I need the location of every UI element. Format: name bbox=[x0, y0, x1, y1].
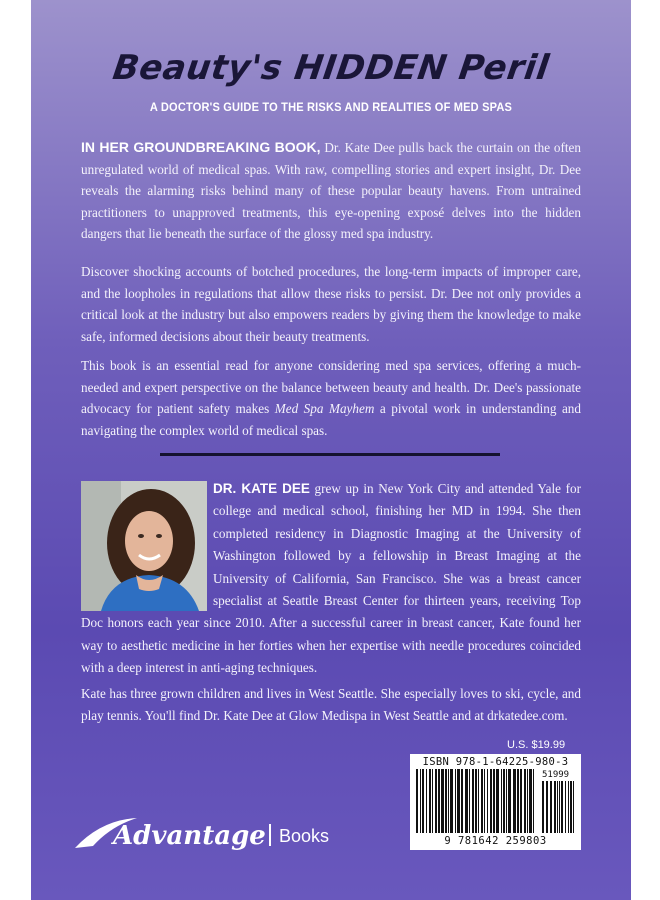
synopsis-paragraph-1 bbox=[81, 137, 581, 245]
section-divider bbox=[160, 453, 500, 456]
price-label: U.S. $19.99 bbox=[507, 739, 566, 751]
book-name-italic: Med Spa Mayhem bbox=[274, 401, 375, 416]
isbn-number: ISBN 978-1-64225-980-3 bbox=[422, 756, 569, 768]
isbn-barcode bbox=[410, 754, 581, 850]
publisher-brand: Advantage bbox=[113, 821, 266, 851]
synopsis-p1-text: Dr. Kate Dee pulls back the curtain on the often unregulated world of medical spas. With raw, compelling stories and expert insight, Dr. Dee reveals the alarming risks behind many of these popular beauty havens. From untrained practitioners to unapproved treatments, this eye-opening exposé delves into the hidden dangers that lie beneath the surface of the glossy med spa industry. bbox=[81, 140, 581, 241]
author-personal-paragraph: Kate has three grown children and lives in West Seattle. She especially loves to ski, cycle, and play tennis. You'll find Dr. Kate Dee at Glow Medispa in West Seattle and at drkatedee.com. bbox=[81, 686, 581, 723]
back-cover bbox=[31, 0, 631, 900]
synopsis-p3-text-b: a pivotal work in understanding and navigating the complex world of medical spas. bbox=[81, 401, 581, 438]
author-bio-text: grew up in New York City and attended Yale for college and medical school, finishing her MD in 1994. She then completed residency in Diagnostic Imaging at the University of Washington followed by a fellowship in Breast Imaging at the University of California, San Francisco. She was a breast cancer specialist at Seattle Breast Center for thirteen years, receiving Top Doc honors each year since 2010. After a successful career in breast cancer, Kate found her way to aesthetic medicine in her forties when her expertise with needle procedures coincided with a deep interest in anti-aging techniques. bbox=[81, 481, 581, 676]
synopsis-paragraph-2: Discover shocking accounts of botched procedures, the long-term impacts of improper care, and the loopholes in regulations that allow these risks to persist. Dr. Dee not only provides a critical look at the industry but also empowers readers by giving them the knowledge to make safe, informed decisions about their beauty treatments. bbox=[81, 264, 581, 344]
barcode-addon-digits: 51999 bbox=[542, 770, 570, 780]
synopsis-lead: IN HER GROUNDBREAKING BOOK, bbox=[81, 139, 321, 155]
synopsis-p3-text-a: This book is an essential read for anyone considering med spa services, offering a much-needed and expert perspective on the balance between beauty and health. Dr. Dee's passionate advocacy for patient safety makes bbox=[81, 358, 581, 416]
author-name: DR. KATE DEE bbox=[213, 481, 310, 496]
ean-digits: 9 781642 259803 bbox=[444, 835, 547, 847]
publisher-logo bbox=[71, 812, 341, 860]
book-title: Beauty's HIDDEN Peril bbox=[110, 48, 552, 88]
publisher-imprint: Books bbox=[279, 826, 330, 846]
synopsis-paragraph-3 bbox=[81, 355, 581, 441]
book-subtitle: A DOCTOR'S GUIDE TO THE RISKS AND REALITIES OF MED SPAS bbox=[149, 100, 513, 114]
author-bio-paragraph bbox=[81, 478, 581, 680]
